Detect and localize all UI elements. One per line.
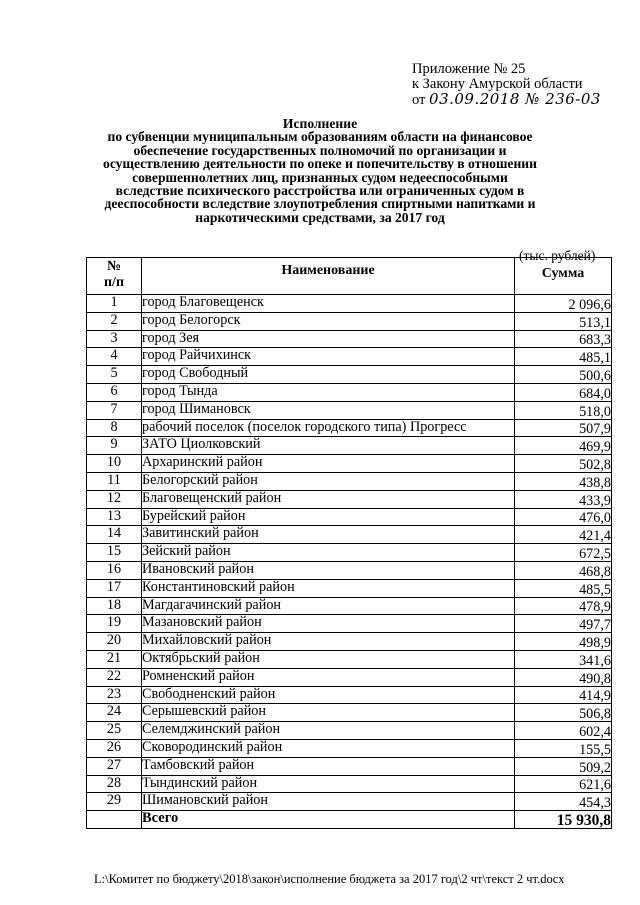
table-row xyxy=(87,615,612,633)
table-row xyxy=(87,330,612,348)
row-number: 19 xyxy=(87,615,142,633)
row-name: Бурейский район xyxy=(142,508,515,526)
row-sum: 497,7 xyxy=(515,615,612,633)
row-number: 16 xyxy=(87,561,142,579)
header-sum xyxy=(515,258,612,295)
row-number: 3 xyxy=(87,330,142,348)
row-number: 25 xyxy=(87,722,142,740)
row-sum: 476,0 xyxy=(515,508,612,526)
row-name: Ромненский район xyxy=(142,668,515,686)
row-sum: 509,2 xyxy=(515,757,612,775)
total-sum: 15 930,8 xyxy=(515,811,612,829)
row-name: ЗАТО Циолковский xyxy=(142,437,515,455)
row-name: Тындинский район xyxy=(142,775,515,793)
row-number: 27 xyxy=(87,757,142,775)
row-sum: 468,8 xyxy=(515,561,612,579)
row-name: город Райчихинск xyxy=(142,348,515,366)
row-sum: 672,5 xyxy=(515,544,612,562)
row-name: Тамбовский район xyxy=(142,757,515,775)
table-row xyxy=(87,383,612,401)
annex-date-prefix: от xyxy=(412,92,426,108)
annex-number: Приложение № 25 xyxy=(412,61,526,77)
units-label: (тыс. рублей) xyxy=(519,248,596,263)
row-name: Благовещенский район xyxy=(142,490,515,508)
table-row xyxy=(87,455,612,473)
table-row xyxy=(87,757,612,775)
table-row xyxy=(87,561,612,579)
table-row xyxy=(87,775,612,793)
row-sum: 507,9 xyxy=(515,419,612,437)
table-total-row xyxy=(87,811,612,829)
row-name: Завитинский район xyxy=(142,526,515,544)
row-sum: 438,8 xyxy=(515,472,612,490)
row-sum: 518,0 xyxy=(515,401,612,419)
row-sum: 341,6 xyxy=(515,650,612,668)
row-sum: 421,4 xyxy=(515,526,612,544)
table-row xyxy=(87,348,612,366)
table-row xyxy=(87,401,612,419)
row-name: Константиновский район xyxy=(142,579,515,597)
row-name: Магдагачинский район xyxy=(142,597,515,615)
table-row xyxy=(87,793,612,811)
header-number-sign: № xyxy=(106,259,122,274)
row-name: город Шимановск xyxy=(142,401,515,419)
row-name: город Свободный xyxy=(142,366,515,384)
row-number: 29 xyxy=(87,793,142,811)
row-number: 8 xyxy=(87,419,142,437)
row-number: 2 xyxy=(87,312,142,330)
row-sum: 433,9 xyxy=(515,490,612,508)
row-number: 1 xyxy=(87,295,142,313)
table-row xyxy=(87,472,612,490)
row-name: Ивановский район xyxy=(142,561,515,579)
row-number: 13 xyxy=(87,508,142,526)
row-number: 10 xyxy=(87,455,142,473)
row-number: 22 xyxy=(87,668,142,686)
row-sum: 469,9 xyxy=(515,437,612,455)
row-name: рабочий поселок (поселок городского типа) Прогресс xyxy=(142,419,515,437)
row-sum: 684,0 xyxy=(515,383,612,401)
row-sum: 454,3 xyxy=(515,793,612,811)
row-sum: 621,6 xyxy=(515,775,612,793)
row-sum: 155,5 xyxy=(515,739,612,757)
header-name xyxy=(142,258,515,295)
table-row xyxy=(87,544,612,562)
row-sum: 683,3 xyxy=(515,330,612,348)
row-sum: 502,8 xyxy=(515,455,612,473)
file-path-footer: L:\Комитет по бюджету\2018\закон\исполнение бюджета за 2017 год\2 чт\текст 2 чт.docx xyxy=(94,872,565,886)
row-number: 4 xyxy=(87,348,142,366)
header-name-label: Наименование xyxy=(281,263,375,278)
row-number: 5 xyxy=(87,366,142,384)
row-sum: 478,9 xyxy=(515,597,612,615)
row-sum: 513,1 xyxy=(515,312,612,330)
row-sum: 414,9 xyxy=(515,686,612,704)
row-number: 23 xyxy=(87,686,142,704)
total-number-cell xyxy=(87,811,142,829)
table-row xyxy=(87,508,612,526)
table-row xyxy=(87,490,612,508)
row-sum: 602,4 xyxy=(515,722,612,740)
annex-header xyxy=(412,62,601,108)
row-number: 9 xyxy=(87,437,142,455)
row-name: Сковородинский район xyxy=(142,739,515,757)
row-name: Свободненский район xyxy=(142,686,515,704)
row-number: 6 xyxy=(87,383,142,401)
row-sum: 498,9 xyxy=(515,633,612,651)
table-row xyxy=(87,739,612,757)
row-number: 24 xyxy=(87,704,142,722)
row-sum: 506,8 xyxy=(515,704,612,722)
row-number: 12 xyxy=(87,490,142,508)
header-number-pp: п/п xyxy=(103,275,125,290)
table-row xyxy=(87,633,612,651)
row-number: 15 xyxy=(87,544,142,562)
row-name: Мазановский район xyxy=(142,615,515,633)
table-row xyxy=(87,686,612,704)
row-sum: 500,6 xyxy=(515,366,612,384)
title-heading: Исполнение xyxy=(282,116,358,131)
table-header-row xyxy=(87,258,612,295)
document-title xyxy=(100,117,540,224)
handwritten-date: 03.09.2018 № 236-03 xyxy=(429,90,601,108)
table-row xyxy=(87,704,612,722)
row-number: 28 xyxy=(87,775,142,793)
row-name: Селемджинский район xyxy=(142,722,515,740)
row-name: Архаринский район xyxy=(142,455,515,473)
row-name: Серышевский район xyxy=(142,704,515,722)
row-number: 14 xyxy=(87,526,142,544)
row-number: 20 xyxy=(87,633,142,651)
row-name: Михайловский район xyxy=(142,633,515,651)
row-number: 11 xyxy=(87,472,142,490)
table-row xyxy=(87,597,612,615)
row-number: 21 xyxy=(87,650,142,668)
row-name: город Зея xyxy=(142,330,515,348)
table-body xyxy=(87,295,612,829)
row-sum: 485,1 xyxy=(515,348,612,366)
header-number xyxy=(87,258,142,295)
row-sum: 485,5 xyxy=(515,579,612,597)
table-row xyxy=(87,579,612,597)
row-sum: 490,8 xyxy=(515,668,612,686)
table-row xyxy=(87,526,612,544)
table-row xyxy=(87,650,612,668)
table-row xyxy=(87,366,612,384)
title-body: по субвенции муниципальным образованиям области на финансовое обеспечение государственных полномочий по организации и осуществлению деятельности по опеке и попечительству в отношении совершеннолетних лиц, признанных судом недееспособными вследствие психического расстройства или ограниченных судом в дееспособности вследствие злоупотребления спиртными напитками и наркотическими средствами, за 2017 год xyxy=(103,129,537,225)
annex-date-line xyxy=(412,92,601,108)
annex-law: к Закону Амурской области xyxy=(412,76,583,92)
row-name: город Тында xyxy=(142,383,515,401)
table-row xyxy=(87,312,612,330)
row-number: 7 xyxy=(87,401,142,419)
row-name: город Благовещенск xyxy=(142,295,515,313)
total-label: Всего xyxy=(142,811,515,829)
header-sum-label: Сумма xyxy=(541,266,585,281)
row-number: 18 xyxy=(87,597,142,615)
row-number: 26 xyxy=(87,739,142,757)
row-name: город Белогорск xyxy=(142,312,515,330)
row-number: 17 xyxy=(87,579,142,597)
table-row xyxy=(87,437,612,455)
table-row xyxy=(87,419,612,437)
row-name: Зейский район xyxy=(142,544,515,562)
row-sum: 2 096,6 xyxy=(515,295,612,313)
subvention-table xyxy=(86,257,612,829)
row-name: Белогорский район xyxy=(142,472,515,490)
row-name: Шимановский район xyxy=(142,793,515,811)
table-row xyxy=(87,668,612,686)
row-name: Октябрьский район xyxy=(142,650,515,668)
table-row xyxy=(87,722,612,740)
table-row xyxy=(87,295,612,313)
